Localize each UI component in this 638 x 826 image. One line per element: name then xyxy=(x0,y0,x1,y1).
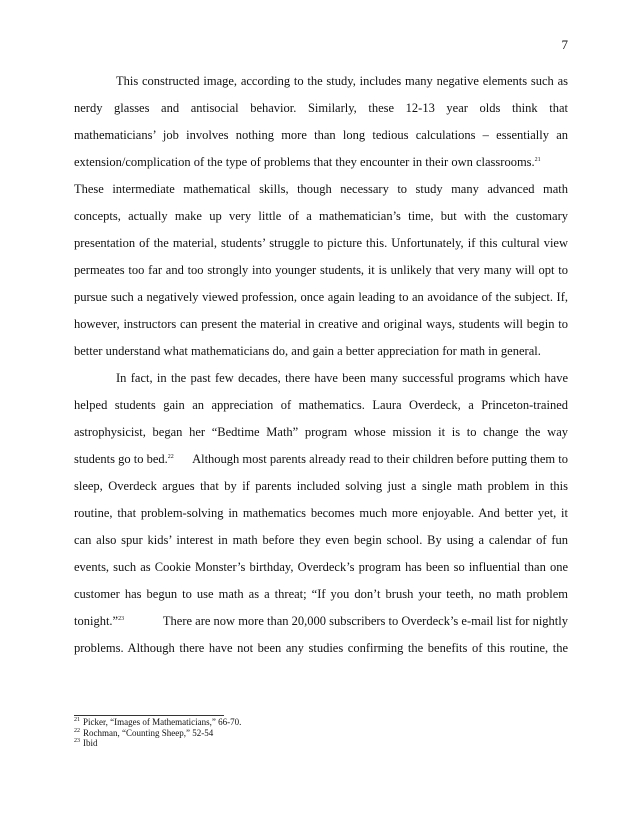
text-line: customer has begun to use math as a threat; “If you don’t brush your teeth, no math problem xyxy=(74,587,568,601)
footnote xyxy=(74,717,241,728)
footnote-ref: 21 xyxy=(534,156,541,163)
text-line: helped students gain an appreciation of mathematics. Laura Overdeck, a Princeton-trained xyxy=(74,398,568,412)
text-line: problems. Although there have not been any studies confirming the benefits of this routine, the xyxy=(74,641,568,655)
text-segment: Although most parents already read to their children before putting them to xyxy=(192,452,568,466)
text-segment: tonight.” xyxy=(74,614,119,628)
text-segment: There are now more than 20,000 subscribers to Overdeck’s e-mail list for nightly xyxy=(162,614,568,628)
footnote-text: Rochman, “Counting Sheep,” 52-54 xyxy=(83,727,214,738)
text-line: pursue such a negatively viewed profession, once again leading to an avoidance of the subject. If, xyxy=(74,290,568,304)
text-line xyxy=(74,613,568,629)
text-line: better understand what mathematicians do, and gain a better appreciation for math in general. xyxy=(74,344,541,358)
footnote xyxy=(74,738,241,749)
text-line: events, such as Cookie Monster’s birthday, Overdeck’s program has been so influential than one xyxy=(74,560,568,574)
text-line: In fact, in the past few decades, there have been many successful programs which have xyxy=(116,371,568,385)
footnote-text: Picker, “Images of Mathematicians,” 66-70. xyxy=(83,717,242,727)
text-line: routine, that problem-solving in mathematics becomes much more enjoyable. And better yet, it xyxy=(74,506,568,520)
footnote-number: 22 xyxy=(74,727,80,734)
text-line: astrophysicist, began her “Bedtime Math” program whose mission it is to change the way xyxy=(74,425,568,439)
footnote-text: Ibid xyxy=(83,738,98,748)
text-line: sleep, Overdeck argues that by if parents included solving just a single math problem in this xyxy=(74,479,568,493)
text-segment: students go to bed. xyxy=(74,452,168,466)
footnote-number: 23 xyxy=(74,738,80,744)
text-line xyxy=(74,451,568,467)
text-line xyxy=(74,154,541,170)
footnote-number: 21 xyxy=(74,717,80,723)
footnote-ref: 22 xyxy=(167,453,174,460)
footnote-divider xyxy=(74,715,224,716)
footnote xyxy=(74,728,241,739)
text-line: permeates too far and too strongly into younger students, it is unlikely that very many will opt to xyxy=(74,263,568,277)
footnote-ref: 23 xyxy=(118,615,125,622)
text-line: concepts, actually make up very little of a mathematician’s time, but with the customary xyxy=(74,209,568,223)
text-line: This constructed image, according to the study, includes many negative elements such as xyxy=(116,74,568,88)
text-line: nerdy glasses and antisocial behavior. Similarly, these 12-13 year olds think that xyxy=(74,101,568,115)
text-line: however, instructors can present the material in creative and original ways, students will begin to xyxy=(74,317,568,331)
text-line: presentation of the material, students’ struggle to picture this. Unfortunately, if this cultural view xyxy=(74,236,568,250)
footnotes xyxy=(74,717,241,749)
page-number: 7 xyxy=(561,37,568,52)
text-line: mathematicians’ job involves nothing more than long tedious calculations – essentially an xyxy=(74,128,568,142)
text-line: These intermediate mathematical skills, though necessary to study many advanced math xyxy=(74,182,568,196)
text-line: can also spur kids’ interest in math before they even begin school. By using a calendar of fun xyxy=(74,533,568,547)
text-segment: extension/complication of the type of problems that they encounter in their own classrooms. xyxy=(74,155,535,169)
